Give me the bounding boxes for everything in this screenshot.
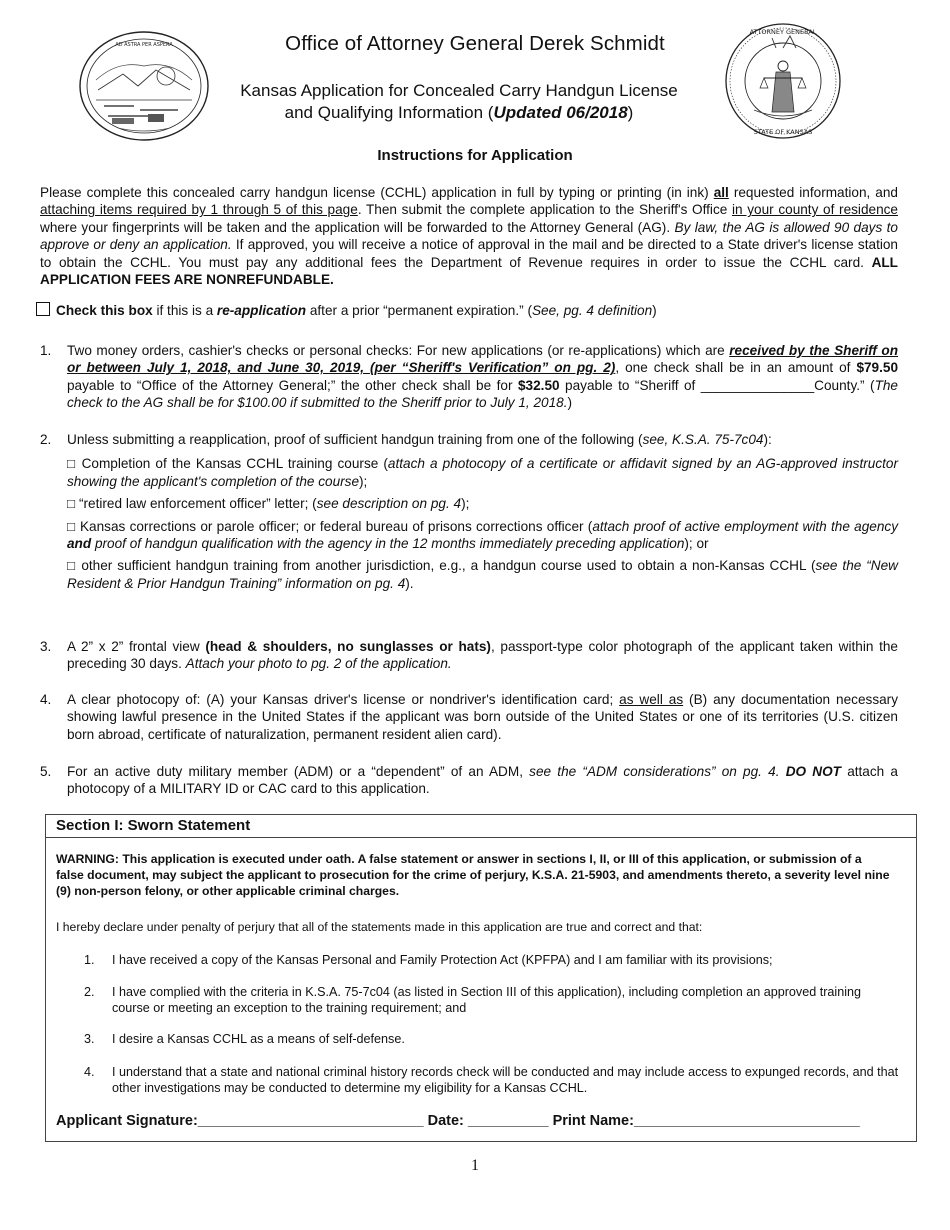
item-number: 5. — [40, 764, 52, 779]
statement-text: I understand that a state and national criminal history records check will be conducted and may include access to expunged records, and that other investigations may be conducted to determine my eligibility for a Kansas CCHL. — [112, 1065, 899, 1095]
intro-county: in your county of residence — [731, 202, 898, 218]
seal-top-text: ATTORNEY GENERAL — [749, 28, 817, 36]
item4-text-b: (B) any documentation necessary showing lawful presence in the United States if the applicant was born outside of the United States or one of its territories (U.S. citizen born abroad, certificate of naturalization, permanent resident alien card). — [67, 692, 898, 742]
statement-number: 4. — [84, 1065, 95, 1079]
item1-amount-ag: $79.50 — [856, 360, 899, 376]
intro-attaching-items: attaching items required by 1 through 5 of this page — [40, 202, 358, 218]
recheck-text-3: ) — [652, 303, 657, 318]
office-title: Office of Attorney General Derek Schmidt — [285, 32, 665, 55]
item5-do-not: DO NOT — [779, 764, 841, 779]
item1-text-b: , one check shall be in an amount of — [615, 360, 857, 376]
warning-label: WARNING — [56, 852, 115, 866]
item-number: 3. — [40, 639, 52, 654]
declaration-text: I hereby declare under penalty of perjury that all of the statements made in this application are true and correct and that: — [56, 920, 703, 934]
training-option-retired-officer[interactable] — [67, 495, 898, 512]
option3-and: and — [67, 536, 92, 552]
updated-date: Updated 06/2018 — [493, 103, 628, 122]
recheck-text-2: after a prior “permanent expiration.” ( — [306, 303, 532, 318]
statement-number: 3. — [84, 1032, 95, 1046]
item3-note: Attach your photo to pg. 2 of the application. — [185, 656, 452, 672]
item5-note: see the “ADM considerations” on pg. 4. — [529, 764, 780, 779]
item4-as-well-as: as well as — [619, 692, 684, 707]
title-line-2-pre: and Qualifying Information ( — [284, 103, 494, 122]
list-item — [40, 691, 898, 743]
option3-note-2: proof of handgun qualification with the agency in the 12 months immediately preceding application — [91, 536, 685, 552]
intro-by-law: By law, the AG is allowed 90 days to approve or deny an application. — [40, 219, 898, 253]
item3-photo-rules: (head & shoulders, no sunglasses or hats) — [205, 639, 491, 654]
sworn-statement-section — [45, 814, 917, 1142]
intro-text-3: . Then submit the complete application to the Sheriff's Office — [357, 202, 732, 218]
option2-note: see description on pg. 4 — [316, 496, 462, 512]
option1-end: ); — [359, 473, 368, 489]
intro-text-2: requested information, and — [728, 185, 898, 200]
signature-line[interactable]: Applicant Signature:____________________________ Date: __________ Print Name:____________________________ — [56, 1113, 860, 1129]
list-item — [40, 342, 898, 412]
reapplication-checkbox[interactable] — [36, 302, 50, 316]
seal-bottom-text: STATE OF KANSAS — [753, 128, 813, 136]
option1-text: □ Completion of the Kansas CCHL training course ( — [67, 456, 388, 472]
statement-number: 2. — [84, 985, 95, 999]
item1-text-d: payable to “Sheriff of _______________County.” ( — [559, 377, 875, 393]
item1-text-a: Two money orders, cashier's checks or personal checks: For new applications (or re-applications) which are — [67, 343, 730, 358]
warning-text: : This application is executed under oath. A false statement or answer in sections I, II, or III of this application, or submission of a false document, may subject the applicant to prosecution for the crime of perjury, K.S.A. 21-5903, and amendments thereto, a severity level nine (9) non-person felony, or other applicable criminal charges. — [56, 852, 890, 898]
item1-note: The check to the AG shall be for $100.00 if submitted to the Sheriff prior to July 1, 2018. — [67, 377, 898, 411]
list-item — [40, 431, 898, 592]
training-option-cchl[interactable] — [67, 455, 898, 490]
recheck-reapplication: re-application — [216, 303, 307, 318]
intro-paragraph — [40, 184, 898, 288]
seal-motto: AD ASTRA PER ASPERA — [115, 42, 173, 48]
option3-text: □ Kansas corrections or parole officer; or federal bureau of prisons corrections officer ( — [67, 518, 593, 534]
item3-text-c: , passport-type color photograph of the applicant taken within the preceding 30 days. — [67, 639, 898, 672]
option4-note: see the “New Resident & Prior Handgun Training” information on pg. 4 — [67, 558, 898, 591]
nonrefundable-notice: ALL APPLICATION FEES ARE NONREFUNDABLE. — [40, 254, 898, 288]
intro-text-4: where your fingerprints will be taken and the application will be forwarded to the Attorney General (AG). — [40, 219, 675, 235]
option1-note: attach a photocopy of a certificate or affidavit signed by an AG-approved instructor showing the applicant's completion of the course — [67, 456, 898, 489]
training-option-other-jurisdiction[interactable] — [67, 557, 898, 592]
statement-item — [84, 953, 899, 969]
item5-text-a: For an active duty military member (ADM) or a “dependent” of an ADM, — [67, 764, 530, 779]
recheck-see: See, pg. 4 definition — [531, 303, 653, 318]
training-option-corrections[interactable] — [67, 518, 898, 553]
statement-item — [84, 985, 899, 1016]
section-title: Section I: Sworn Statement — [56, 817, 251, 834]
reapplication-check — [36, 302, 657, 319]
statement-number: 1. — [84, 953, 95, 967]
item5-text-c: attach a photocopy of a MILITARY ID or CAC card to this application. — [67, 764, 898, 797]
option2-text: □ “retired law enforcement officer” letter; ( — [67, 496, 317, 512]
item-number: 4. — [40, 692, 52, 707]
option3-note-1: attach proof of active employment with the agency — [592, 518, 898, 534]
item2-text-b: ): — [763, 432, 772, 447]
item3-text-a: A 2” x 2” frontal view — [67, 639, 206, 654]
option4-end: ). — [405, 575, 414, 591]
statement-text: I have complied with the criteria in K.S.A. 75-7c04 (as listed in Section III of this application), including completion an approved training course or meeting an exception to the training requirement; and — [112, 985, 862, 1015]
list-item — [40, 763, 898, 798]
item1-text-c: payable to “Office of the Attorney General;” the other check shall be for — [67, 377, 518, 393]
instructions-heading: Instructions for Application — [377, 147, 573, 164]
statement-text: I desire a Kansas CCHL as a means of self-defense. — [112, 1032, 405, 1046]
option2-end: ); — [461, 496, 470, 512]
page-number: 1 — [471, 1157, 479, 1174]
intro-all: all — [713, 185, 729, 200]
statement-text: I have received a copy of the Kansas Personal and Family Protection Act (KPFPA) and I am familiar with its provisions; — [112, 953, 773, 967]
application-title — [215, 80, 703, 124]
item2-statute: see, K.S.A. 75-7c04 — [642, 432, 764, 447]
item1-date-range: received by the Sheriff on or between July 1, 2018, and June 30, 2019, (per “Sheriff's Verification” on pg. 2) — [67, 343, 898, 376]
recheck-text-1: if this is a — [152, 303, 217, 318]
intro-text-1: Please complete this concealed carry handgun license (CCHL) application in full by typing or printing (in ink) — [40, 185, 714, 200]
perjury-warning — [56, 851, 891, 899]
statement-item — [84, 1065, 899, 1096]
title-line-2-post: ) — [627, 103, 634, 122]
intro-text-5: If approved, you will receive a notice of approval in the mail and be directed to a State driver's license station to obtain the CCHL. You must pay any additional fees the Department of Revenue requires in order to issue the CCHL card. — [40, 237, 898, 270]
item-number: 2. — [40, 432, 52, 447]
item2-text-a: Unless submitting a reapplication, proof of sufficient handgun training from one of the following ( — [67, 432, 643, 447]
item1-amount-sheriff: $32.50 — [517, 377, 560, 393]
statement-item — [84, 1032, 899, 1048]
item-number: 1. — [40, 343, 52, 358]
recheck-bold: Check this box — [56, 303, 153, 318]
item4-text-a: A clear photocopy of: (A) your Kansas driver's license or nondriver's identification card; — [67, 692, 620, 707]
option3-end: ); or — [684, 536, 709, 552]
option4-text: □ other sufficient handgun training from another jurisdiction, e.g., a handgun course used to obtain a non-Kansas CCHL ( — [67, 558, 816, 574]
list-item — [40, 638, 898, 673]
section-header — [46, 815, 916, 838]
title-line-1: Kansas Application for Concealed Carry Handgun License — [240, 81, 678, 100]
item1-text-e: ) — [567, 395, 573, 411]
